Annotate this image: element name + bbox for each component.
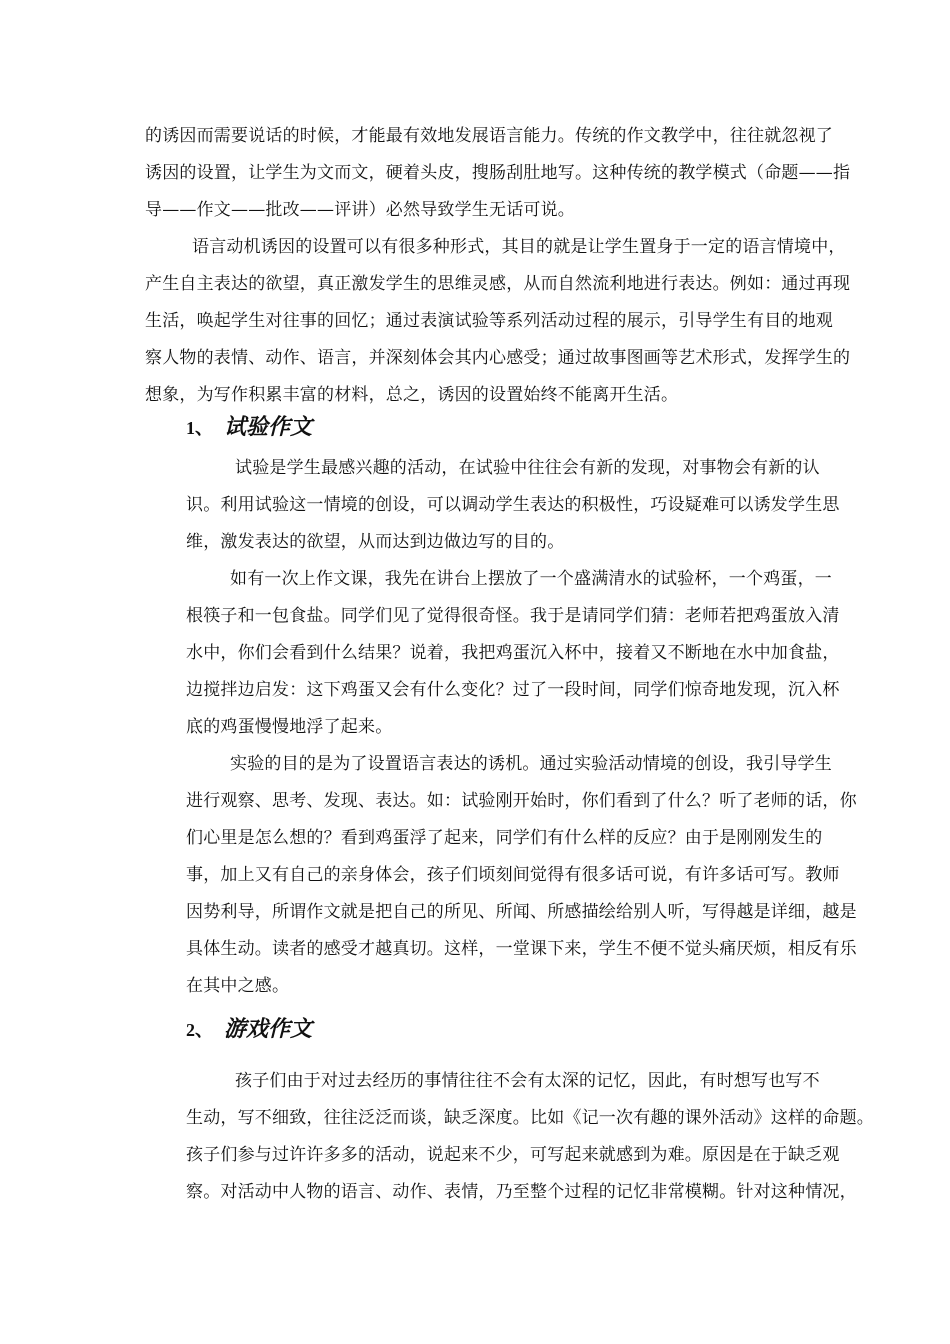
paragraph-line: 们心里是怎么想的？看到鸡蛋浮了起来，同学们有什么样的反应？由于是刚刚发生的 — [186, 828, 823, 848]
paragraph-line: 进行观察、思考、发现、表达。如：试验刚开始时，你们看到了什么？听了老师的话，你 — [186, 791, 857, 811]
paragraph-line: 根筷子和一包食盐。同学们见了觉得很奇怪。我于是请同学们猜：老师若把鸡蛋放入清 — [186, 606, 840, 626]
section-number: 1、 — [186, 418, 213, 438]
paragraph-line: 产生自主表达的欲望，真正激发学生的思维灵感，从而自然流利地进行表达。例如：通过再现 — [145, 274, 851, 294]
paragraph-line: 生动，写不细致，往往泛泛而谈，缺乏深度。比如《记一次有趣的课外活动》这样的命题。 — [186, 1108, 874, 1128]
section-number: 2、 — [186, 1020, 213, 1040]
section-heading — [186, 413, 312, 443]
paragraph-line: 的诱因而需要说话的时候，才能最有效地发展语言能力。传统的作文教学中，往往就忽视了 — [145, 126, 833, 146]
paragraph-line: 察。对活动中人物的语言、动作、表情，乃至整个过程的记忆非常模糊。针对这种情况， — [186, 1182, 857, 1202]
paragraph-line: 生活，唤起学生对往事的回忆；通过表演试验等系列活动过程的展示，引导学生有目的地观 — [145, 311, 833, 331]
paragraph-line: 试验是学生最感兴趣的活动，在试验中往往会有新的发现，对事物会有新的认 — [235, 458, 820, 478]
paragraph-line: 孩子们参与过许许多多的活动，说起来不少，可写起来就感到为难。原因是在于缺乏观 — [186, 1145, 840, 1165]
paragraph-line: 具体生动。读者的感受才越真切。这样，一堂课下来，学生不便不觉头痛厌烦，相反有乐 — [186, 939, 857, 959]
paragraph-line: 实验的目的是为了设置语言表达的诱机。通过实验活动情境的创设，我引导学生 — [230, 754, 832, 774]
paragraph-line: 水中，你们会看到什么结果？说着，我把鸡蛋沉入杯中，接着又不断地在水中加食盐， — [186, 643, 840, 663]
paragraph-line: 诱因的设置，让学生为文而文，硬着头皮，搜肠刮肚地写。这种传统的教学模式（命题——指 — [145, 163, 851, 183]
paragraph-line: 事，加上又有自己的亲身体会，孩子们顷刻间觉得有很多话可说，有许多话可写。教师 — [186, 865, 840, 885]
paragraph-line: 察人物的表情、动作、语言，并深刻体会其内心感受；通过故事图画等艺术形式，发挥学生的 — [145, 348, 851, 368]
paragraph-line: 因势利导，所谓作文就是把自己的所见、所闻、所感描绘给别人听，写得越是详细，越是 — [186, 902, 857, 922]
paragraph-line: 识。利用试验这一情境的创设，可以调动学生表达的积极性，巧设疑难可以诱发学生思 — [186, 495, 840, 515]
section-title: 游戏作文 — [224, 1016, 313, 1042]
section-title: 试验作文 — [224, 414, 313, 440]
paragraph-line: 边搅拌边启发：这下鸡蛋又会有什么变化？过了一段时间，同学们惊奇地发现，沉入杯 — [186, 680, 840, 700]
paragraph-line: 导——作文——批改——评讲）必然导致学生无话可说。 — [145, 200, 575, 220]
paragraph-line: 孩子们由于对过去经历的事情往往不会有太深的记忆，因此，有时想写也写不 — [235, 1071, 820, 1091]
paragraph-line: 在其中之感。 — [186, 976, 290, 996]
section-heading — [186, 1015, 312, 1045]
paragraph-line: 维，激发表达的欲望，从而达到边做边写的目的。 — [186, 532, 565, 552]
paragraph-line: 语言动机诱因的设置可以有很多种形式，其目的就是让学生置身于一定的语言情境中， — [192, 237, 846, 257]
paragraph-line: 想象，为写作积累丰富的材料，总之，诱因的设置始终不能离开生活。 — [145, 385, 679, 405]
paragraph-line: 如有一次上作文课，我先在讲台上摆放了一个盛满清水的试验杯，一个鸡蛋，一 — [230, 569, 832, 589]
paragraph-line: 底的鸡蛋慢慢地浮了起来。 — [186, 717, 393, 737]
